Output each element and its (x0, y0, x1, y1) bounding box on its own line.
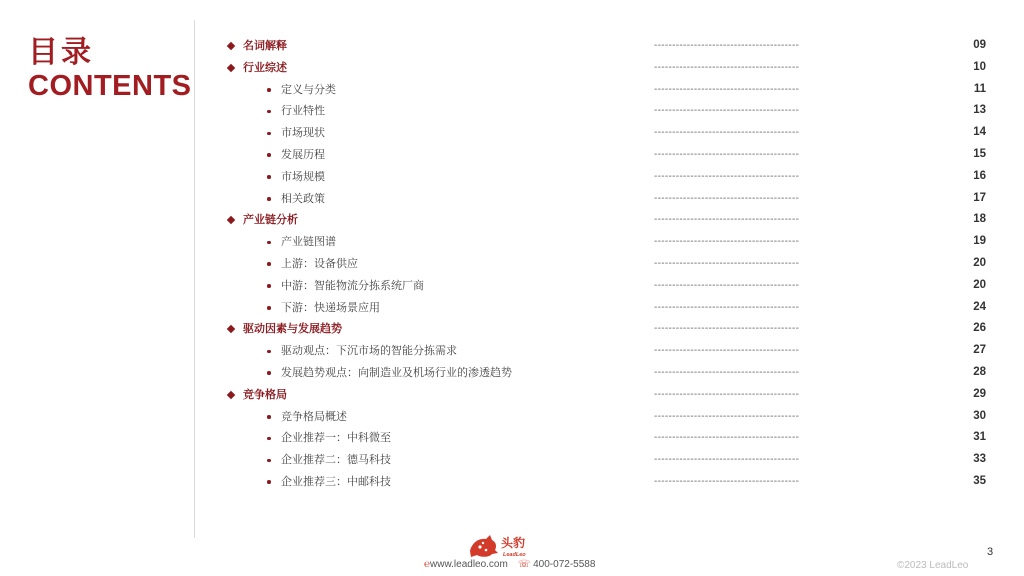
toc-subsection[interactable] (228, 427, 988, 449)
toc-label: 相关政策 (281, 191, 325, 205)
phone-icon: ☏ (517, 559, 531, 570)
toc-page-number: 09 (973, 39, 986, 51)
bullet-icon (267, 197, 271, 201)
toc-label: 企业推荐一：中科微至 (281, 431, 391, 445)
toc-label: 名词解释 (243, 39, 287, 52)
diamond-icon (227, 64, 235, 72)
toc-subsection[interactable] (228, 253, 988, 275)
toc-page-number: 30 (973, 409, 986, 422)
toc-subsection[interactable] (228, 166, 988, 188)
bullet-icon (267, 88, 271, 92)
toc-subsection[interactable] (228, 297, 988, 319)
toc-subsection[interactable] (228, 122, 988, 144)
diamond-icon (227, 216, 235, 224)
toc-page-number: 35 (973, 474, 986, 487)
toc-page-number: 29 (973, 387, 986, 400)
toc-label: 竞争格局概述 (281, 409, 347, 423)
toc-subsection[interactable] (228, 231, 988, 253)
toc-label: 企业推荐二：德马科技 (281, 453, 391, 467)
toc-leader: ---------------------------------------- (654, 475, 800, 487)
toc-section[interactable] (228, 35, 988, 57)
toc-label: 企业推荐三：中邮科技 (281, 474, 391, 488)
toc-leader: ---------------------------------------- (654, 148, 800, 160)
copyright: ©2023 LeadLeo (897, 560, 969, 571)
divider (194, 20, 195, 538)
toc-subsection[interactable] (228, 144, 988, 166)
toc-label: 产业链分析 (243, 213, 298, 227)
toc-leader: ---------------------------------------- (654, 323, 800, 335)
toc-label: 市场现状 (281, 126, 325, 140)
toc-label: 发展历程 (281, 147, 325, 161)
toc-label: 行业特性 (281, 104, 325, 118)
toc-subsection[interactable] (228, 100, 988, 122)
title-en: CONTENTS (28, 70, 192, 102)
toc-subsection[interactable] (228, 79, 988, 101)
toc-page-number: 26 (973, 322, 986, 335)
toc-leader: ---------------------------------------- (654, 236, 800, 248)
toc-page-number: 18 (973, 213, 986, 226)
toc-page-number: 13 (973, 104, 986, 117)
toc-label: 中游：智能物流分拣系统厂商 (281, 278, 424, 292)
toc-leader: ---------------------------------------- (654, 61, 800, 73)
leadleo-logo (468, 531, 538, 559)
logo-subtext: LeadLeo (503, 552, 526, 558)
toc-label: 下游：快递场景应用 (281, 300, 380, 314)
toc-leader: ---------------------------------------- (654, 257, 800, 269)
phone-number: 400-072-5588 (533, 559, 596, 570)
bullet-icon (267, 262, 271, 266)
toc-subsection[interactable] (228, 340, 988, 362)
page-number: 3 (987, 546, 994, 558)
toc-leader: ---------------------------------------- (654, 279, 800, 291)
toc-page-number: 20 (973, 256, 986, 269)
toc-label: 发展趋势观点：向制造业及机场行业的渗透趋势 (281, 365, 512, 379)
toc-section[interactable] (228, 57, 988, 79)
bullet-icon (267, 480, 271, 484)
toc-leader: ---------------------------------------- (654, 345, 800, 357)
bullet-icon (267, 153, 271, 157)
toc-label: 市场规模 (281, 169, 325, 183)
toc-page-number: 27 (973, 344, 986, 357)
toc-subsection[interactable] (228, 275, 988, 297)
toc-leader: ---------------------------------------- (654, 432, 800, 444)
toc-subsection[interactable] (228, 471, 988, 493)
toc-page-number: 28 (973, 365, 986, 378)
bullet-icon (267, 110, 271, 114)
toc-label: 上游：设备供应 (281, 256, 358, 270)
bullet-icon (267, 437, 271, 441)
toc-page-number: 11 (973, 82, 986, 95)
toc-page-number: 31 (973, 431, 986, 444)
toc-page-number: 33 (973, 453, 986, 466)
logo-text: 头豹 (501, 536, 526, 550)
toc-subsection[interactable] (228, 449, 988, 471)
toc-leader: ---------------------------------------- (654, 454, 800, 466)
toc-leader: ---------------------------------------- (654, 388, 800, 400)
title-cn: 目录 (28, 35, 94, 70)
toc-subsection[interactable] (228, 362, 988, 384)
bullet-icon (267, 459, 271, 463)
toc-leader: ---------------------------------------- (654, 366, 800, 378)
bullet-icon (267, 175, 271, 179)
footer-links (424, 559, 595, 570)
bullet-icon (267, 306, 271, 310)
toc-leader: ---------------------------------------- (654, 105, 800, 117)
bullet-icon (267, 350, 271, 354)
toc-leader: ---------------------------------------- (654, 214, 800, 226)
toc-page-number: 20 (973, 278, 986, 291)
diamond-icon (227, 42, 235, 50)
toc-page-number: 14 (973, 126, 986, 139)
leopard-logo-icon (470, 535, 498, 557)
toc-leader: ---------------------------------------- (654, 170, 800, 182)
web-icon: ℮ (424, 559, 431, 570)
title-block (28, 36, 192, 102)
toc-leader: ---------------------------------------- (654, 40, 800, 51)
toc-label: 驱动观点：下沉市场的智能分拣需求 (281, 344, 457, 358)
website-link[interactable]: www.leadleo.com (430, 559, 508, 570)
toc-label: 竞争格局 (243, 387, 287, 401)
toc-page-number: 17 (973, 191, 986, 204)
toc-page-number: 16 (973, 169, 986, 182)
toc-label: 产业链图谱 (281, 235, 336, 249)
toc-section[interactable] (228, 318, 988, 340)
toc-leader: ---------------------------------------- (654, 127, 800, 139)
bullet-icon (267, 415, 271, 419)
bullet-icon (267, 132, 271, 136)
toc-leader: ---------------------------------------- (654, 410, 800, 422)
toc-section[interactable] (228, 384, 988, 406)
toc-leader: ---------------------------------------- (654, 192, 800, 204)
diamond-icon (227, 391, 235, 399)
toc-section[interactable] (228, 209, 988, 231)
bullet-icon (267, 241, 271, 245)
toc-page-number: 15 (973, 147, 986, 160)
toc-label: 定义与分类 (281, 82, 336, 96)
toc-page-number: 10 (973, 60, 986, 73)
bullet-icon (267, 371, 271, 375)
toc-leader: ---------------------------------------- (654, 301, 800, 313)
table-of-contents (228, 35, 988, 493)
toc-subsection[interactable] (228, 188, 988, 210)
toc-label: 行业综述 (243, 60, 287, 74)
toc-subsection[interactable] (228, 406, 988, 428)
toc-leader: ---------------------------------------- (654, 83, 800, 95)
diamond-icon (227, 325, 235, 333)
toc-page-number: 24 (973, 300, 986, 313)
bullet-icon (267, 284, 271, 288)
toc-label: 驱动因素与发展趋势 (243, 322, 342, 336)
toc-page-number: 19 (973, 235, 986, 248)
